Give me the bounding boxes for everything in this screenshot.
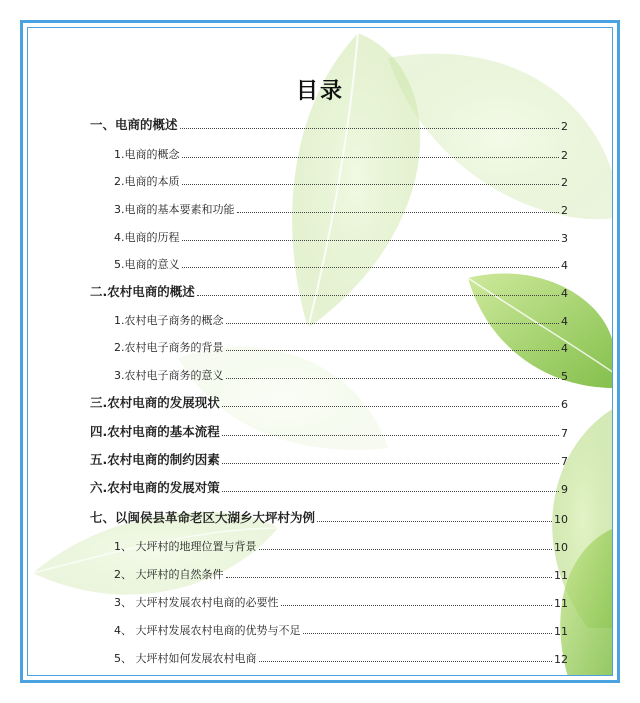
toc-leader-dots xyxy=(259,549,553,550)
toc-leader-dots xyxy=(222,463,559,464)
toc-entry-page-number: 2 xyxy=(561,149,568,162)
toc-entry[interactable] xyxy=(90,452,568,468)
toc-entry-label: 1.农村电子商务的概念 xyxy=(114,314,224,327)
toc-entry-label: 1、 大坪村的地理位置与背景 xyxy=(114,540,257,553)
toc-entry-page-number: 10 xyxy=(554,541,568,554)
toc-entry-label: 4、 大坪村发展农村电商的优势与不足 xyxy=(114,624,301,637)
toc-leader-dots xyxy=(237,212,560,213)
toc-entry[interactable] xyxy=(114,256,568,272)
toc-entry-label: 七、以闽侯县革命老区大湖乡大坪村为例 xyxy=(90,510,316,525)
toc-leader-dots xyxy=(259,661,553,662)
toc-entry-page-number: 11 xyxy=(554,597,568,610)
toc-leader-dots xyxy=(182,267,560,268)
toc-entry[interactable] xyxy=(90,424,568,440)
toc-entry-page-number: 6 xyxy=(561,398,568,411)
toc-entry-page-number: 4 xyxy=(561,287,568,300)
toc-entry[interactable] xyxy=(90,510,568,526)
toc-leader-dots xyxy=(182,184,560,185)
toc-leader-dots xyxy=(222,491,559,492)
toc-entry[interactable] xyxy=(90,395,568,411)
toc-leader-dots xyxy=(197,295,559,296)
toc-entry[interactable] xyxy=(90,480,568,496)
toc-entry[interactable] xyxy=(114,339,568,355)
toc-entry-page-number: 5 xyxy=(561,370,568,383)
toc-entry-page-number: 12 xyxy=(554,653,568,666)
toc-leader-dots xyxy=(226,323,560,324)
toc-entry-label: 六.农村电商的发展对策 xyxy=(90,480,220,495)
toc-entry-label: 4.电商的历程 xyxy=(114,231,180,244)
toc-entry-page-number: 2 xyxy=(561,176,568,189)
toc-leader-dots xyxy=(222,406,559,407)
toc-entry-page-number: 4 xyxy=(561,315,568,328)
toc-entry[interactable] xyxy=(114,594,568,610)
toc-entry-page-number: 3 xyxy=(561,232,568,245)
toc-leader-dots xyxy=(180,128,559,129)
toc-entry-label: 2、 大坪村的自然条件 xyxy=(114,568,224,581)
toc-leader-dots xyxy=(226,378,560,379)
toc-entry[interactable] xyxy=(114,146,568,162)
toc-entry-label: 3.农村电子商务的意义 xyxy=(114,369,224,382)
toc-entry-page-number: 10 xyxy=(554,513,568,526)
toc-entry-page-number: 7 xyxy=(561,455,568,468)
toc-entry-label: 5、 大坪村如何发展农村电商 xyxy=(114,652,257,665)
toc-entry-page-number: 2 xyxy=(561,120,568,133)
toc-entry[interactable] xyxy=(114,229,568,245)
toc-leader-dots xyxy=(222,435,559,436)
toc-entry[interactable] xyxy=(90,117,568,133)
toc-entry-label: 一、电商的概述 xyxy=(90,117,178,132)
toc-leader-dots xyxy=(226,350,560,351)
toc-leader-dots xyxy=(303,633,553,634)
toc-leader-dots xyxy=(317,521,552,522)
toc-entry-label: 2.农村电子商务的背景 xyxy=(114,341,224,354)
toc-entry[interactable] xyxy=(114,173,568,189)
toc-entry-label: 三.农村电商的发展现状 xyxy=(90,395,220,410)
toc-entry[interactable] xyxy=(114,312,568,328)
toc-entry-page-number: 7 xyxy=(561,427,568,440)
toc-entry-label: 5.电商的意义 xyxy=(114,258,180,271)
toc-leader-dots xyxy=(182,240,560,241)
toc-entry[interactable] xyxy=(114,538,568,554)
toc-entry-page-number: 4 xyxy=(561,342,568,355)
toc-entry[interactable] xyxy=(90,284,568,300)
toc-entry-page-number: 2 xyxy=(561,204,568,217)
toc-entry-label: 五.农村电商的制约因素 xyxy=(90,452,220,467)
toc-entry-page-number: 11 xyxy=(554,569,568,582)
toc-entry-page-number: 9 xyxy=(561,483,568,496)
toc-entry-label: 3.电商的基本要素和功能 xyxy=(114,203,235,216)
toc-entry-label: 1.电商的概念 xyxy=(114,148,180,161)
toc-leader-dots xyxy=(281,605,553,606)
toc-entry[interactable] xyxy=(114,367,568,383)
toc-entry[interactable] xyxy=(114,201,568,217)
toc-entry-label: 3、 大坪村发展农村电商的必要性 xyxy=(114,596,279,609)
toc-entry-label: 2.电商的本质 xyxy=(114,175,180,188)
toc-entry[interactable] xyxy=(114,566,568,582)
toc-entry-page-number: 4 xyxy=(561,259,568,272)
toc-entry-label: 二.农村电商的概述 xyxy=(90,284,195,299)
toc-leader-dots xyxy=(226,577,553,578)
toc-entry-page-number: 11 xyxy=(554,625,568,638)
toc-leader-dots xyxy=(182,157,560,158)
toc-entry-label: 四.农村电商的基本流程 xyxy=(90,424,220,439)
page-title: 目录 xyxy=(295,79,344,104)
toc-entry[interactable] xyxy=(114,650,568,666)
toc-entry[interactable] xyxy=(114,622,568,638)
